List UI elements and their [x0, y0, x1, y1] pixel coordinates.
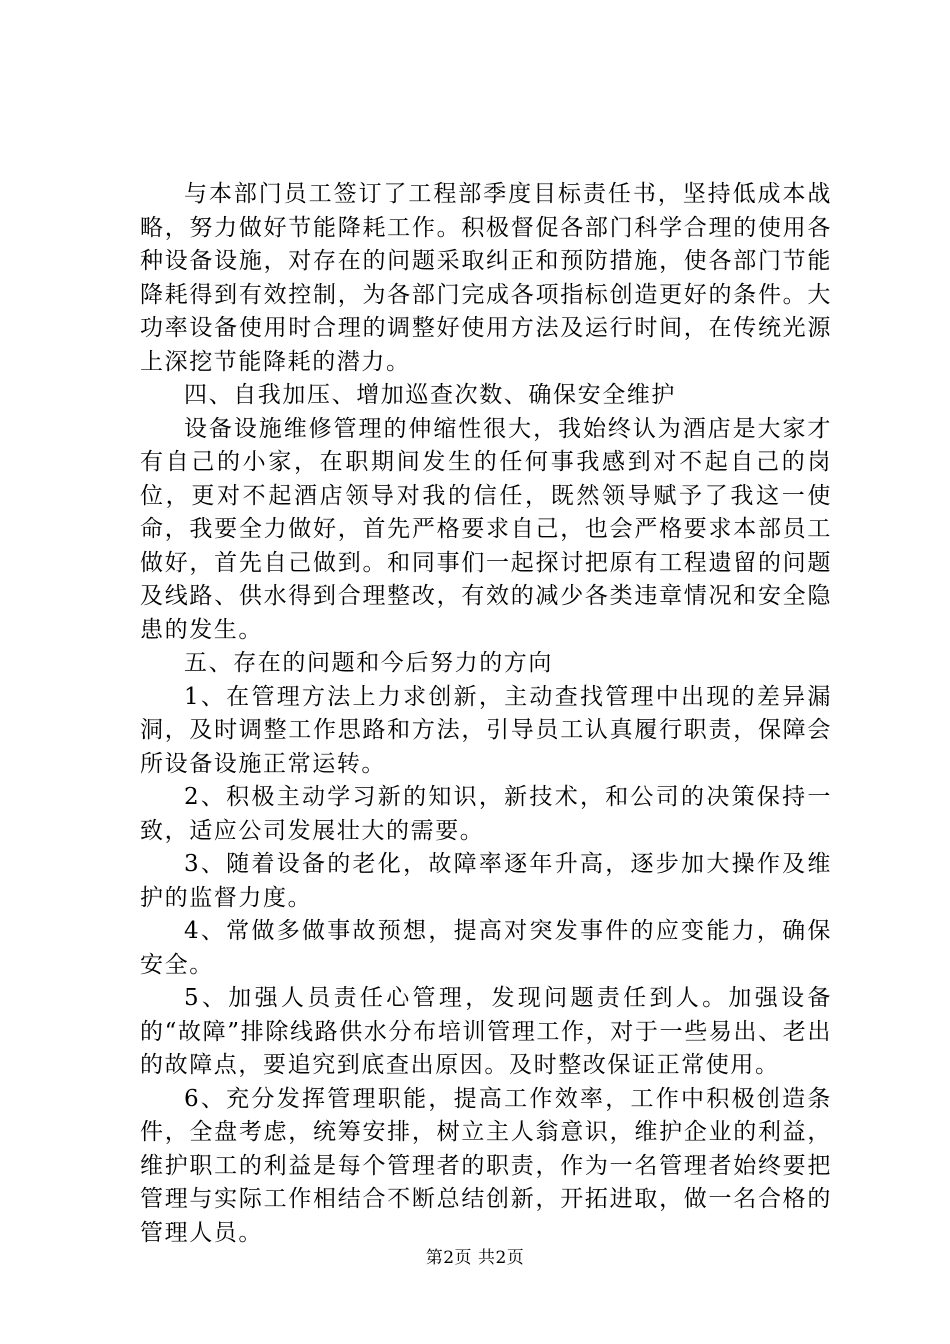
- list-item-2: 2、积极主动学习新的知识，新技术，和公司的决策保持一致，适应公司发展壮大的需要。: [140, 784, 832, 844]
- list-item-4: 4、常做多做事故预想，提高对突发事件的应变能力，确保安全。: [140, 918, 832, 978]
- list-item-1: 1、在管理方法上力求创新，主动查找管理中出现的差异漏洞，及时调整工作思路和方法，引导员工认真履行职责，保障会所设备设施正常运转。: [140, 683, 832, 777]
- list-item-5: 5、加强人员责任心管理，发现问题责任到人。加强设备的“故障”排除线路供水分布培训管理工作，对于一些易出、老出的故障点，要追究到底查出原因。及时整改保证正常使用。: [140, 985, 832, 1078]
- paragraph-energy-saving: 与本部门员工签订了工程部季度目标责任书，坚持低成本战略，努力做好节能降耗工作。积极督促各部门科学合理的使用各种设备设施，对存在的问题采取纠正和预防措施，使各部门节能降耗得到有效控制，为各部门完成各项指标创造更好的条件。大功率设备使用时合理的调整好使用方法及运行时间，在传统光源上深挖节能降耗的潜力。: [140, 181, 832, 375]
- paragraph-maintenance: 设备设施维修管理的伸缩性很大，我始终认为酒店是大家才有自己的小家，在职期间发生的任何事我感到对不起自己的岗位，更对不起酒店领导对我的信任，既然领导赋予了我这一使命，我要全力做好，首先严格要求自己，也会严格要求本部员工做好，首先自己做到。和同事们一起探讨把原有工程遗留的问题及线路、供水得到合理整改，有效的减少各类违章情况和安全隐患的发生。: [140, 415, 832, 643]
- section-heading-four: 四、自我加压、增加巡查次数、确保安全维护: [184, 382, 676, 408]
- list-item-3: 3、随着设备的老化，故障率逐年升高，逐步加大操作及维护的监督力度。: [140, 851, 832, 911]
- page-number-footer: 第2页 共2页: [425, 1248, 525, 1268]
- list-item-6: 6、充分发挥管理职能，提高工作效率，工作中积极创造条件，全盘考虑，统筹安排，树立主人翁意识，维护企业的利益，维护职工的利益是每个管理者的职责，作为一名管理者始终要把管理与实际工作相结合不断总结创新，开拓进取，做一名合格的管理人员。: [140, 1085, 832, 1246]
- section-heading-five: 五、存在的问题和今后努力的方向: [184, 650, 553, 676]
- document-body: [140, 178, 832, 1250]
